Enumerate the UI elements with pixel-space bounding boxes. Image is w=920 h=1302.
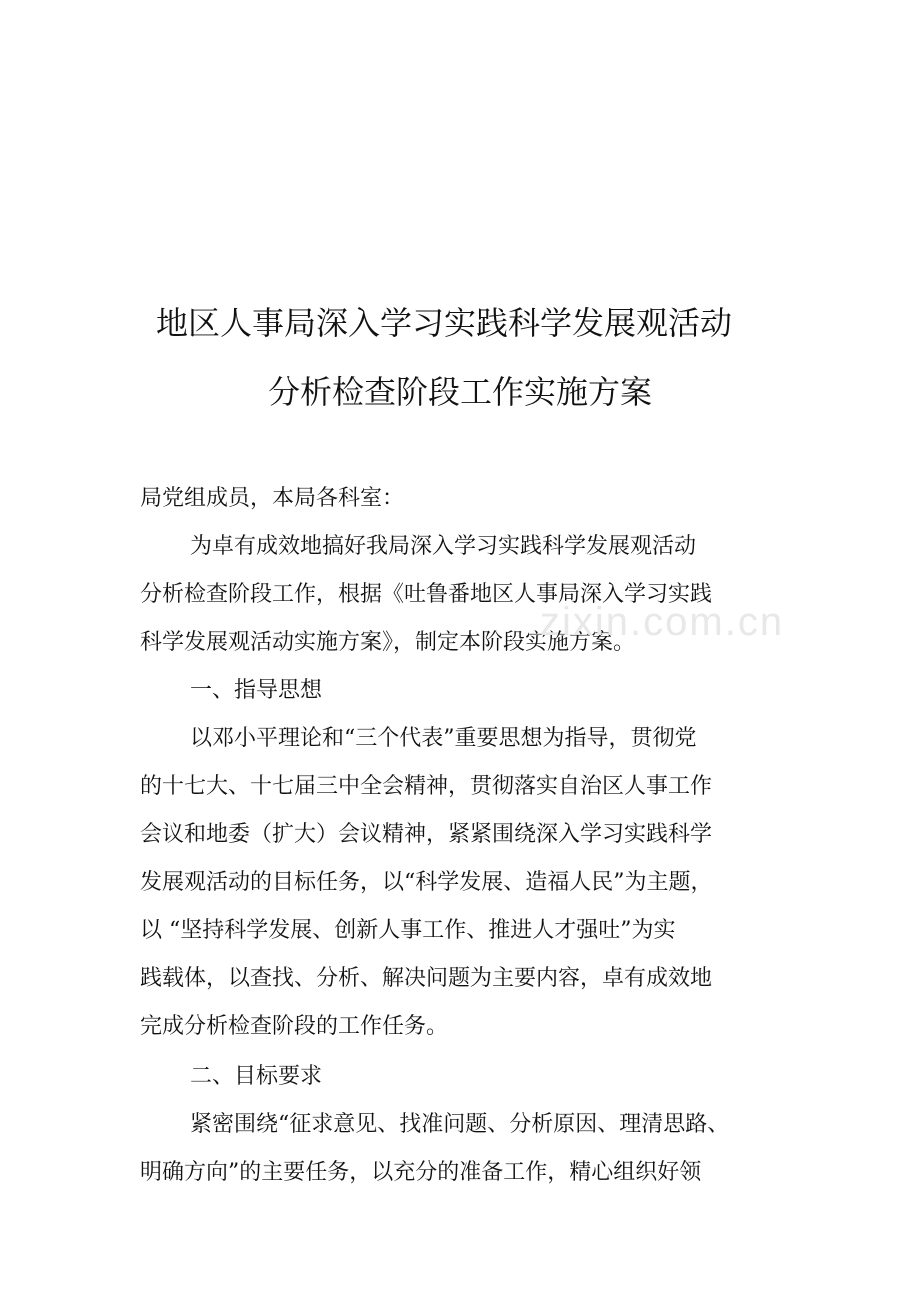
section1-line: 发展观活动的目标任务，以“科学发展、造福人民”为主题， xyxy=(140,870,713,895)
section-heading-guiding-ideology: 一、指导思想 xyxy=(190,678,323,703)
section1-line: 完成分析检查阶段的工作任务。 xyxy=(140,1014,449,1039)
intro-line: 为卓有成效地搞好我局深入学习实践科学发展观活动 xyxy=(190,534,697,559)
section2-line: 紧密围绕“征求意见、找准问题、分析原因、理清思路、 xyxy=(190,1112,730,1137)
section1-line: 会议和地委（扩大）会议精神，紧紧围绕深入学习实践科学 xyxy=(140,822,713,847)
section1-line: 的十七大、十七届三中全会精神，贯彻落实自治区人事工作 xyxy=(140,774,713,799)
section1-line: 以 “坚持科学发展、创新人事工作、推进人才强吐”为实 xyxy=(140,918,676,943)
section1-line: 以邓小平理论和“三个代表”重要思想为指导，贯彻党 xyxy=(190,726,697,751)
intro-line: 科学发展观活动实施方案》，制定本阶段实施方案。 xyxy=(140,630,636,655)
section1-line: 践载体，以查找、分析、解决问题为主要内容，卓有成效地 xyxy=(140,966,713,991)
salutation: 局党组成员，本局各科室： xyxy=(140,486,405,511)
document-title-line-2: 分析检查阶段工作实施方案 xyxy=(267,373,652,411)
intro-line: 分析检查阶段工作，根据《吐鲁番地区人事局深入学习实践 xyxy=(140,582,713,607)
document-title-line-1: 地区人事局深入学习实践科学发展观活动 xyxy=(155,304,732,342)
watermark: zixin.com.cn xyxy=(540,600,785,644)
section2-line: 明确方向”的主要任务，以充分的准备工作，精心组织好领 xyxy=(140,1160,702,1185)
section-heading-goals: 二、目标要求 xyxy=(190,1064,323,1089)
